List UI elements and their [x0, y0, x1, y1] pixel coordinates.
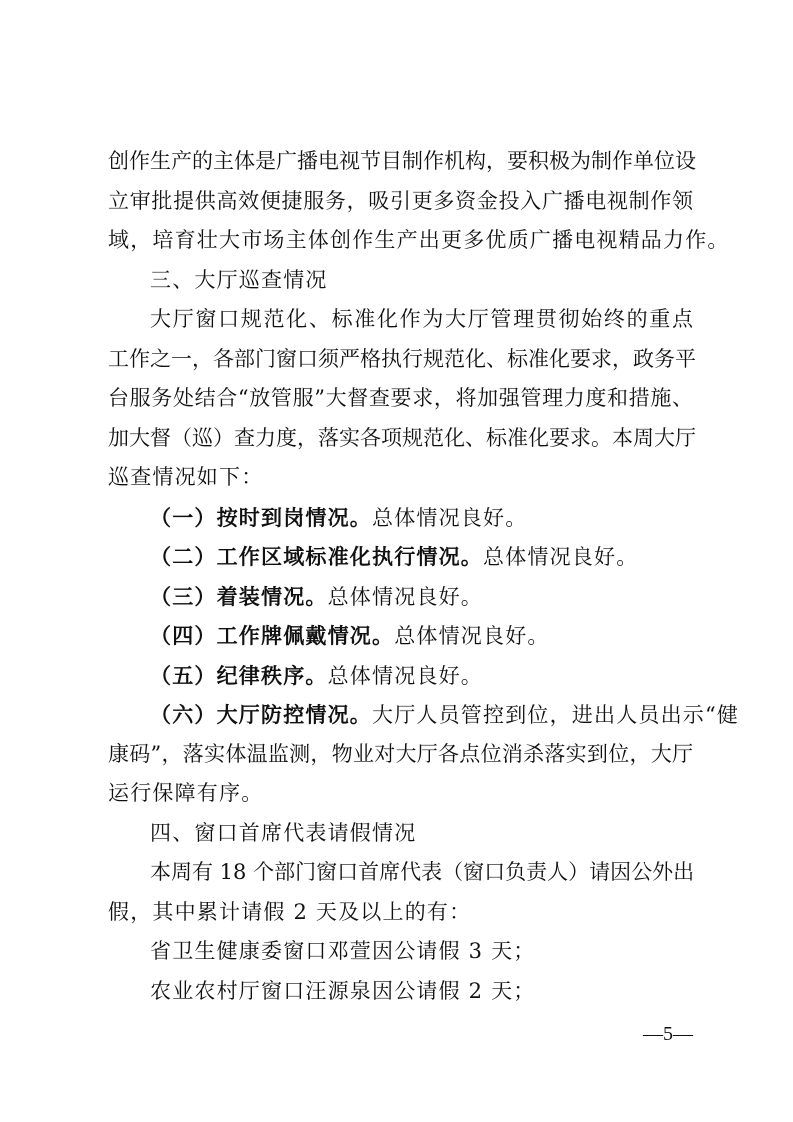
paragraph-line: 加大督（巡）查力度，落实各项规范化、标准化要求。本周大厅: [108, 425, 696, 450]
list-item-text: 总体情况良好。: [483, 545, 639, 569]
list-item-label: （五）纪律秩序。: [150, 662, 328, 688]
paragraph-line: 巡查情况如下：: [108, 465, 264, 489]
paragraph-line: 域，培育壮大市场主体创作生产出更多优质广播电视精品力作。: [108, 228, 730, 252]
leave-entry: 农业农村厅窗口汪源泉因公请假 2 天；: [150, 978, 536, 1003]
list-item-label: （四）工作牌佩戴情况。: [150, 623, 395, 648]
list-item-label: （三）着装情况。: [150, 583, 328, 609]
paragraph-line: 台服务处结合“放管服”大督查要求，将加强管理力度和措施、: [108, 386, 693, 410]
list-item: [108, 498, 693, 538]
list-item: [108, 656, 693, 696]
list-item-label: （一）按时到岗情况。: [150, 504, 372, 530]
paragraph-line: 运行保障有序。: [108, 781, 264, 805]
paragraph-line: 假，其中累计请假 2 天及以上的有：: [108, 899, 472, 924]
list-item: [108, 616, 693, 656]
paragraph-line: 创作生产的主体是广播电视节目制作机构，要积极为制作单位设: [108, 149, 696, 173]
paragraph-line: 康码”，落实体温监测，物业对大厅各点位消杀落实到位，大厅: [108, 741, 693, 766]
list-item: [108, 577, 693, 617]
paragraph-line: 立审批提供高效便捷服务，吸引更多资金投入广播电视制作领: [108, 188, 693, 213]
list-item: [108, 695, 740, 735]
list-item-label: （六）大厅防控情况。: [150, 702, 372, 727]
paragraph-line: 工作之一，各部门窗口须严格执行规范化、标准化要求，政务平: [108, 346, 696, 371]
list-item-text: 总体情况良好。: [327, 663, 484, 688]
paragraph-line: 大厅窗口规范化、标准化作为大厅管理贯彻始终的重点: [150, 307, 693, 331]
section-heading-4: 四、窗口首席代表请假情况: [150, 820, 417, 845]
list-item-text: 总体情况良好。: [394, 624, 550, 648]
section-heading-3: 三、大厅巡查情况: [150, 267, 328, 292]
list-item-text: 总体情况良好。: [372, 505, 528, 530]
list-item-label: （二）工作区域标准化执行情况。: [150, 544, 483, 569]
document-body: [108, 142, 740, 1011]
paragraph-line: 本周有 18 个部门窗口首席代表（窗口负责人）请因公外出: [150, 860, 695, 884]
page-number: —5—: [643, 1023, 693, 1045]
list-item: [108, 537, 693, 577]
leave-entry: 省卫生健康委窗口邓萱因公请假 3 天；: [150, 939, 536, 963]
list-item-text: 总体情况良好。: [327, 584, 484, 609]
list-item-text: 大厅人员管控到位，进出人员出示“健: [372, 703, 740, 727]
